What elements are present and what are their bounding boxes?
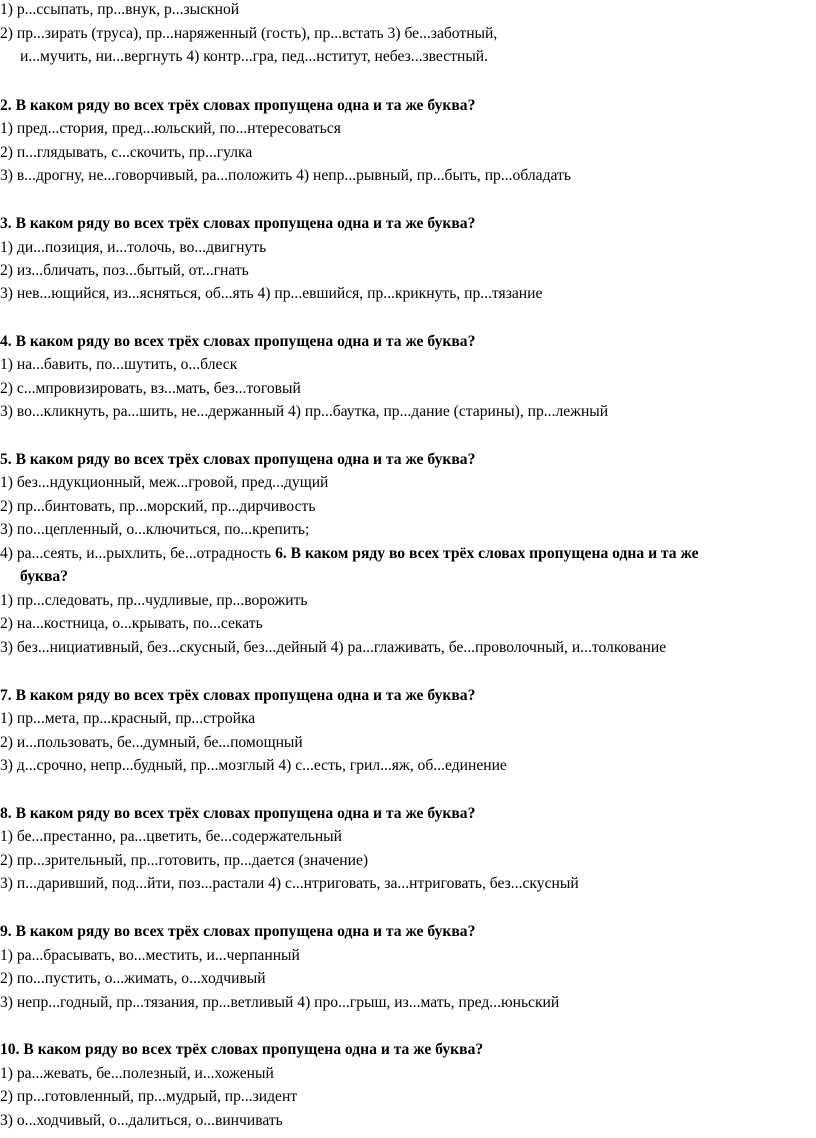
question-heading: 6. В каком ряду во всех трёх словах пропущена одна и та же — [275, 545, 699, 562]
answer-line: 2) с...мпровизировать, вз...мать, без...тоговый — [0, 380, 301, 397]
answer-line: 3) п...даривший, под...йти, поз...растали 4) с...нтриговать, за...нтриговать, без...скусный — [0, 875, 579, 892]
answer-line: 2) из...бличать, поз...бытый, от...гнать — [0, 262, 249, 279]
answer-line: 3) во...кликнуть, ра...шить, не...держанный 4) пр...баутка, пр...дание (старины), пр...лежный — [0, 403, 609, 420]
question-heading: 3. В каком ряду во всех трёх словах пропущена одна и та же буква? — [0, 215, 476, 232]
answer-line: 3) д...срочно, непр...будный, пр...мозглый 4) с...есть, грил...яж, об...единение — [0, 757, 507, 774]
question-heading: 8. В каком ряду во всех трёх словах пропущена одна и та же буква? — [0, 805, 476, 822]
answer-line: 2) на...костница, о...крывать, по...секать — [0, 615, 263, 632]
answer-line: 1) р...ссыпать, пр...внук, р...зыскной — [0, 1, 240, 18]
answer-line: 2) пр...готовленный, пр...мудрый, пр...зидент — [0, 1088, 298, 1105]
answer-line: 2) пр...зирать (труса), пр...наряженный (гость), пр...встать 3) бе...заботный, — [0, 25, 498, 42]
answer-line: 1) ра...брасывать, во...местить, и...черпанный — [0, 947, 300, 964]
answer-line: 1) пр...следовать, пр...чудливые, пр...ворожить — [0, 592, 308, 609]
answer-line: 2) пр...бинтовать, пр...морский, пр...дирчивость — [0, 498, 316, 515]
answer-line: 1) ра...жевать, бе...полезный, и...хоженый — [0, 1065, 274, 1082]
answer-line: 3) в...дрогну, не...говорчивый, ра...положить 4) непр...рывный, пр...быть, пр...обладать — [0, 167, 571, 184]
question-heading: 10. В каком ряду во всех трёх словах пропущена одна и та же буква? — [0, 1041, 484, 1058]
answer-line: 3) о...ходчивый, о...далиться, о...винчивать — [0, 1112, 283, 1129]
answer-line: 2) п...глядывать, с...скочить, пр...гулка — [0, 144, 253, 161]
question-heading: 7. В каком ряду во всех трёх словах пропущена одна и та же буква? — [0, 687, 476, 704]
answer-line: 2) и...пользовать, бе...думный, бе...помощный — [0, 734, 303, 751]
answer-line: 2) пр...зрительный, пр...готовить, пр...дается (значение) — [0, 852, 369, 869]
answer-line: 3) по...цепленный, о...ключиться, по...крепить; — [0, 521, 310, 538]
answer-line: 1) бе...престанно, ра...цветить, бе...содержательный — [0, 828, 343, 845]
answer-line: 1) пред...стория, пред...юльский, по...нтересоваться — [0, 120, 341, 137]
answer-text: 4) ра...сеять, и...рыхлить, бе...отрадность — [0, 545, 276, 562]
answer-line: 1) ди...позиция, и...толочь, во...двигнуть — [0, 239, 267, 256]
answer-line: 3) без...нициативный, без...скусный, без...дейный 4) ра...глаживать, бе...проволочный, и...толкование — [0, 639, 667, 656]
answer-line: и...мучить, ни...вергнуть 4) контр...гра, пед...нститут, небез...звестный. — [20, 48, 489, 65]
question-heading: 2. В каком ряду во всех трёх словах пропущена одна и та же буква? — [0, 97, 476, 114]
question-heading-continued: буква? — [20, 568, 68, 585]
question-heading: 4. В каком ряду во всех трёх словах пропущена одна и та же буква? — [0, 333, 476, 350]
question-heading: 5. В каком ряду во всех трёх словах пропущена одна и та же буква? — [0, 451, 476, 468]
answer-line: 3) непр...годный, пр...тязания, пр...ветливый 4) про...грыш, из...мать, пред...юньский — [0, 994, 560, 1011]
answer-line: 1) на...бавить, по...шутить, о...блеск — [0, 356, 238, 373]
answer-line: 3) нев...ющийся, из...ясняться, об...ять 4) пр...евшийся, пр...крикнуть, пр...тязание — [0, 285, 543, 302]
answer-line: 1) без...ндукционный, меж...гровой, пред...дущий — [0, 474, 329, 491]
answer-line: 2) по...пустить, о...жимать, о...ходчивый — [0, 970, 266, 987]
answer-line: 1) пр...мета, пр...красный, пр...стройка — [0, 710, 256, 727]
answer-line — [0, 544, 816, 564]
question-heading: 9. В каком ряду во всех трёх словах пропущена одна и та же буква? — [0, 923, 476, 940]
